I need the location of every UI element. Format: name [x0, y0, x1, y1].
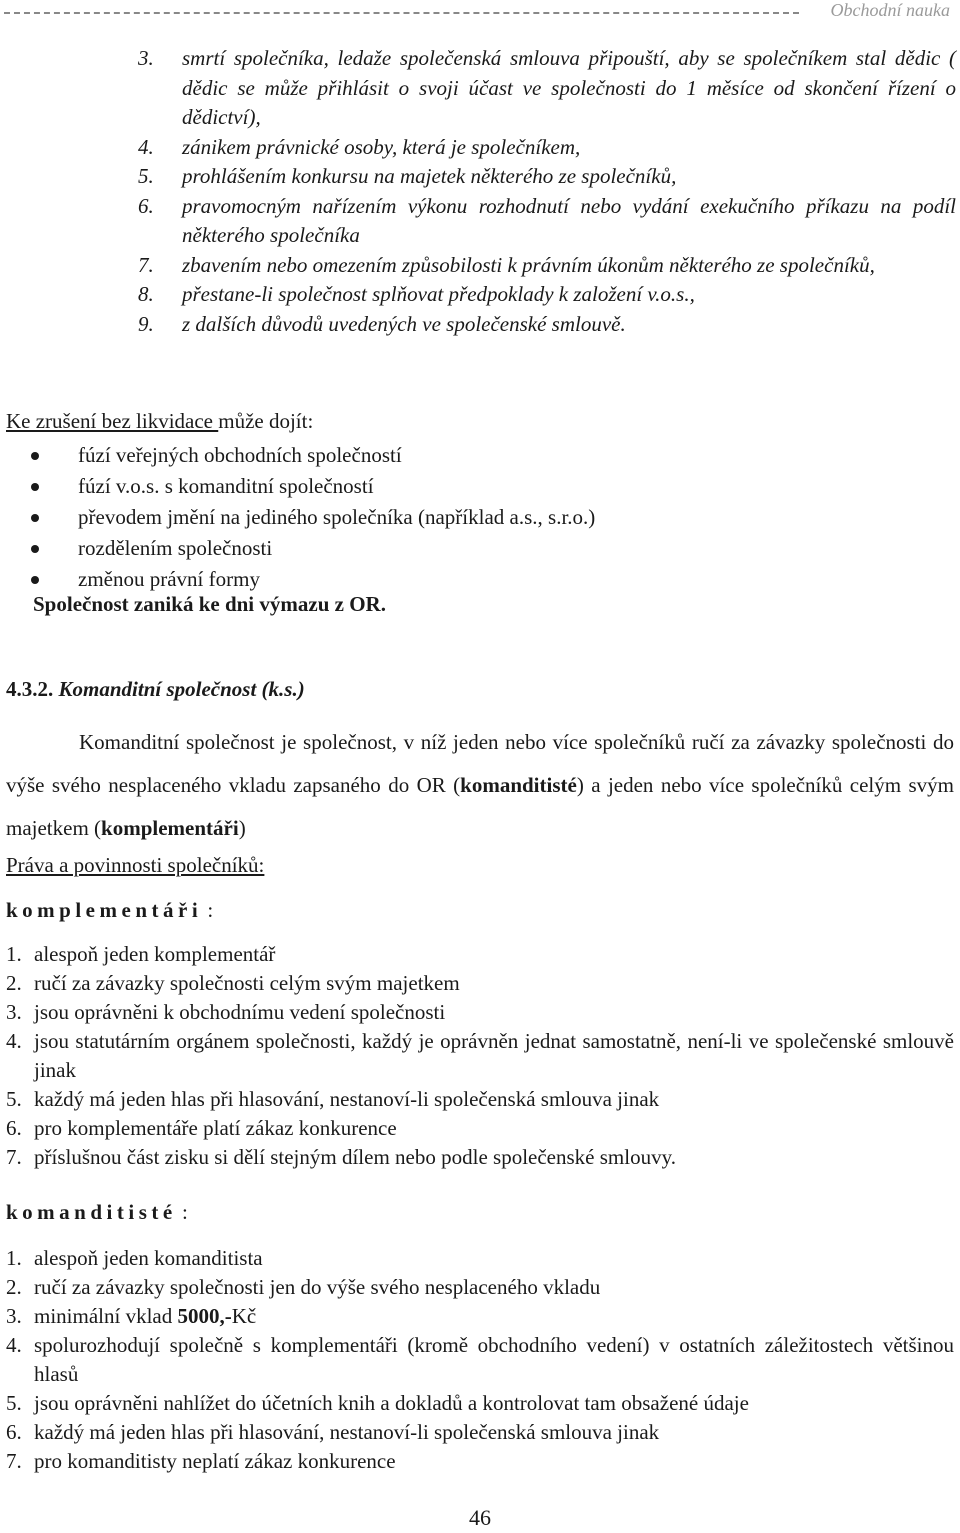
item-number: 4. [6, 1333, 22, 1357]
list-item [138, 44, 956, 133]
list-item [6, 998, 954, 1027]
item-text: zánikem právnické osoby, která je společníkem, [182, 134, 581, 159]
list-item [6, 1273, 954, 1302]
definition-paragraph [6, 721, 954, 850]
item-number: 1. [6, 942, 22, 966]
komanditiste-list [6, 1244, 954, 1476]
item-text: minimální vklad [34, 1304, 178, 1328]
list-item [6, 440, 946, 471]
item-number: 5. [6, 1087, 22, 1111]
liquidation-heading-underlined: Ke zrušení bez likvidace [6, 409, 219, 433]
item-number: 7. [6, 1145, 22, 1169]
para-text: ) [238, 816, 246, 840]
list-item [6, 940, 954, 969]
item-text: z dalších důvodů uvedených ve společenské smlouvě. [182, 311, 626, 336]
item-text: smrtí společníka, ledaže společenská smlouva připouští, aby se společníkem stal dědic ( dědic se může přihlásit o svoji účast ve společnosti do 1 měsíce od skončení řízení o dědictví), [182, 46, 956, 129]
liquidation-list [6, 440, 946, 595]
item-text: zbavením nebo omezením způsobilosti k právním úkonům některého ze společníků, [182, 252, 875, 277]
item-number: 8. [138, 282, 154, 306]
item-number: 6. [138, 193, 154, 218]
list-item [6, 1085, 954, 1114]
item-text: převodem jmění na jediného společníka (například a.s., s.r.o.) [78, 505, 596, 529]
item-text: pro komplementáře platí zákaz konkurence [34, 1116, 397, 1140]
para-bold-term: komplementáři [101, 816, 239, 840]
item-number: 3. [6, 1000, 22, 1024]
list-item [6, 1143, 954, 1172]
list-item [6, 471, 946, 502]
heading-colon: : [202, 898, 214, 922]
item-text: každý má jeden hlas při hlasování, nestanoví-li společenská smlouva jinak [34, 1420, 660, 1444]
para-bold-term: komanditisté [460, 773, 577, 797]
section-number: 4.3.2. [6, 677, 54, 701]
list-item [6, 533, 946, 564]
page-number: 46 [469, 1505, 491, 1530]
rights-heading: Práva a povinnosti společníků: [6, 853, 265, 877]
list-item [6, 1447, 954, 1476]
item-text: fúzí v.o.s. s komanditní společností [78, 474, 374, 498]
header-title: Obchodní nauka [830, 0, 950, 20]
item-number: 7. [138, 252, 154, 277]
list-item [6, 1114, 954, 1143]
list-item [138, 162, 956, 192]
list-item [138, 310, 956, 340]
item-text: pro komanditisty neplatí zákaz konkurence [34, 1449, 396, 1473]
komplementari-heading-text: komplementáři [6, 898, 203, 922]
item-text: ručí za závazky společnosti jen do výše svého nesplaceného vkladu [34, 1275, 601, 1299]
liquidation-heading-rest: může dojít: [218, 409, 314, 433]
bullet-icon [31, 576, 39, 584]
item-number: 1. [6, 1246, 22, 1270]
item-text: alespoň jeden komplementář [34, 942, 276, 966]
list-item [6, 1302, 954, 1331]
bullet-icon [31, 545, 39, 553]
item-number: 2. [6, 1275, 22, 1299]
item-number: 6. [6, 1420, 22, 1444]
komplementari-list [6, 940, 954, 1172]
list-item [138, 133, 956, 163]
item-text: změnou právní formy [78, 567, 260, 591]
item-number: 3. [138, 46, 154, 70]
item-number: 3. [6, 1304, 22, 1328]
item-text: alespoň jeden komanditista [34, 1246, 263, 1270]
bullet-icon [31, 452, 39, 460]
closing-statement: Společnost zaniká ke dni výmazu z OR. [33, 592, 386, 616]
item-text: jsou statutárním orgánem společnosti, každý je oprávněn jednat samostatně, není-li ve společenské smlouvě jinak [34, 1029, 954, 1082]
komplementari-heading [6, 898, 213, 923]
liquidation-heading [6, 409, 313, 434]
list-item [6, 1244, 954, 1273]
komanditiste-heading [6, 1200, 188, 1225]
item-number: 5. [138, 164, 154, 188]
item-text: spolurozhodují společně s komplementáři (kromě obchodního vedení) v ostatních záležitostech většinou hlasů [34, 1333, 954, 1386]
header-dashed-rule [4, 12, 799, 14]
item-text: každý má jeden hlas při hlasování, nestanoví-li společenská smlouva jinak [34, 1087, 660, 1111]
list-item [6, 1389, 954, 1418]
list-item [138, 192, 956, 251]
list-item [138, 280, 956, 310]
item-bold-value: 5000,- [177, 1304, 232, 1328]
section-title [6, 677, 305, 702]
item-text: jsou oprávněni k obchodnímu vedení společnosti [34, 1000, 446, 1024]
item-text: rozdělením společnosti [78, 536, 273, 560]
item-text: ručí za závazky společnosti celým svým majetkem [34, 971, 460, 995]
item-number: 4. [6, 1029, 22, 1053]
komanditiste-heading-text: komanditisté [6, 1200, 177, 1224]
item-text: přestane-li společnost splňovat předpoklady k založení v.o.s., [182, 282, 695, 306]
list-item [6, 1027, 954, 1085]
bullet-icon [31, 483, 39, 491]
list-item [6, 969, 954, 998]
item-text: pravomocným nařízením výkonu rozhodnutí nebo vydání exekučního příkazu na podíl některého společníka [182, 193, 956, 247]
para-text: Komanditní společnost je společnost, v níž jeden nebo více společníků ručí za závazky společnosti do výše svého nesplaceného vkladu zapsaného do OR ( [6, 730, 954, 797]
item-text: jsou oprávněni nahlížet do účetních knih a dokladů a kontrolovat tam obsažené údaje [34, 1391, 749, 1415]
item-number: 5. [6, 1391, 22, 1415]
item-text: fúzí veřejných obchodních společností [78, 443, 402, 467]
heading-colon: : [176, 1200, 188, 1224]
item-text: prohlášením konkursu na majetek některého ze společníků, [182, 164, 677, 188]
item-text-after: Kč [231, 1304, 257, 1328]
item-number: 9. [138, 311, 154, 336]
item-text: příslušnou část zisku si dělí stejným dílem nebo podle společenské smlouvy. [34, 1145, 676, 1169]
list-item [6, 1331, 954, 1389]
list-item [138, 251, 956, 281]
list-item [6, 564, 946, 595]
para-text: ) a jeden nebo více společníků celým svým majetkem ( [6, 773, 955, 840]
dissolution-list [138, 44, 956, 339]
section-title-text: Komanditní společnost (k.s.) [58, 677, 305, 701]
bullet-icon [31, 514, 39, 522]
item-number: 2. [6, 971, 22, 995]
item-number: 6. [6, 1116, 22, 1140]
list-item [6, 1418, 954, 1447]
item-number: 4. [138, 134, 154, 159]
list-item [6, 502, 946, 533]
item-number: 7. [6, 1449, 22, 1473]
